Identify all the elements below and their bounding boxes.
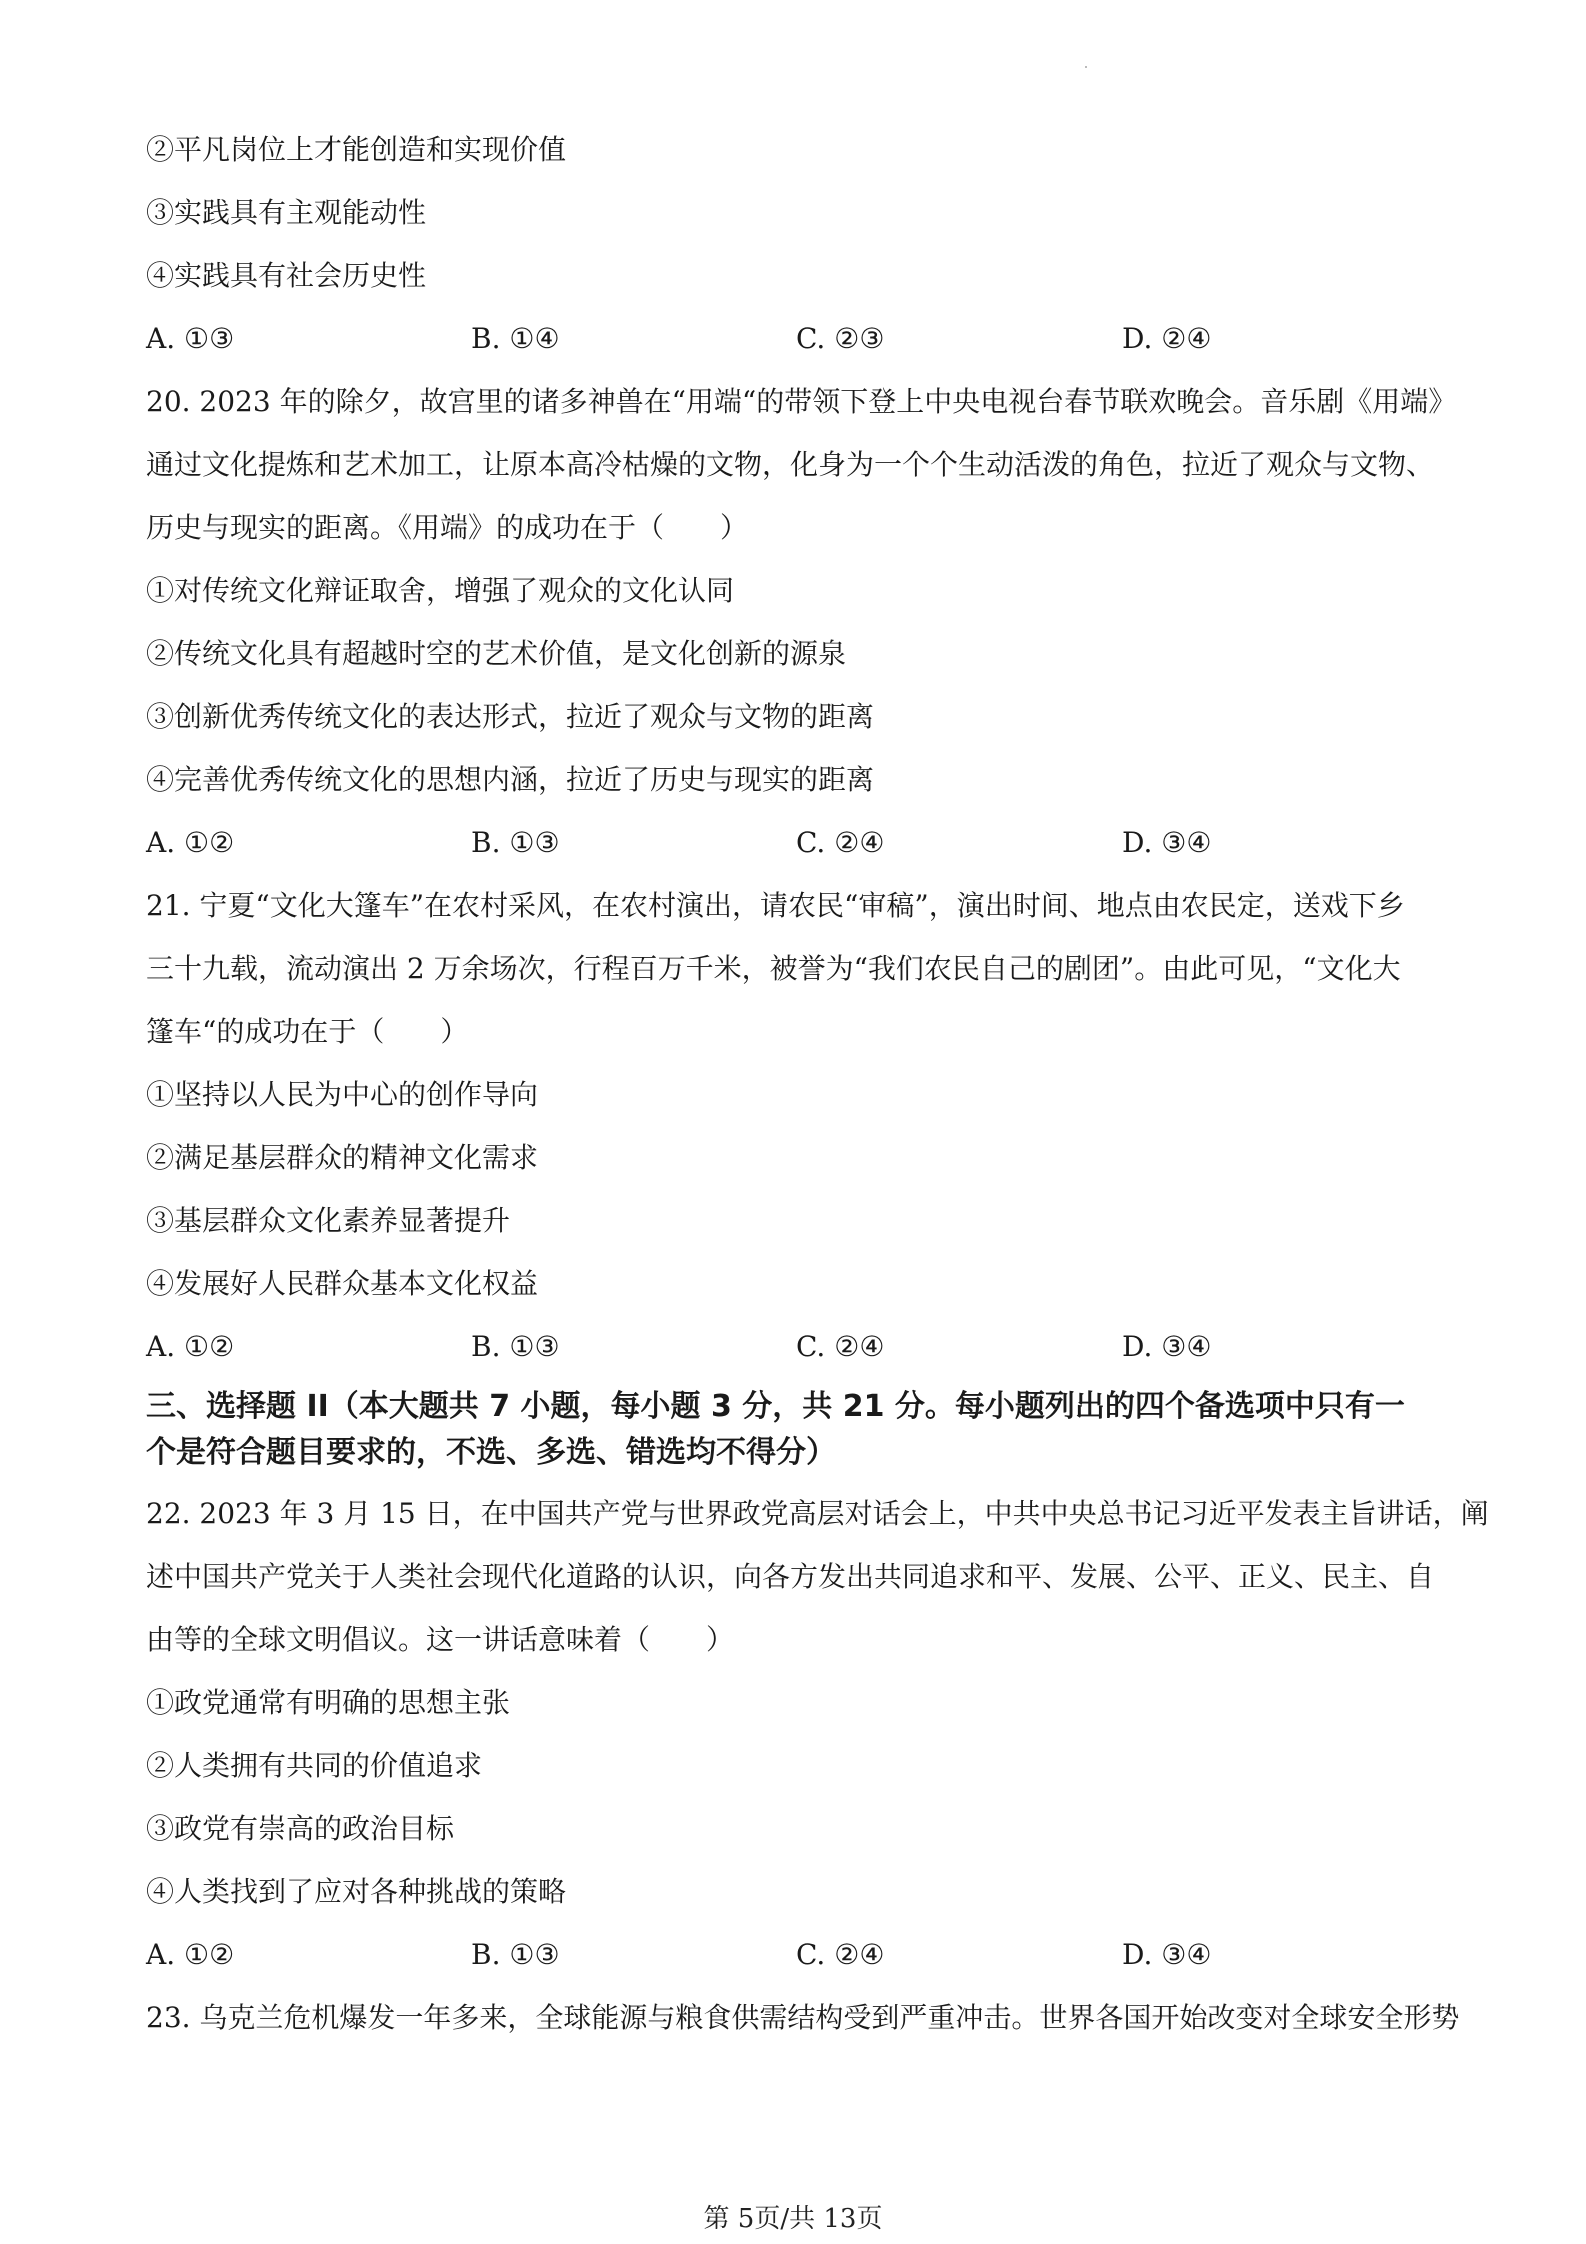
choice-item: ①对传统文化辩证取舍，增强了观众的文化认同 (146, 574, 735, 607)
option-c: C. ②④ (796, 826, 885, 859)
choice-item: ①政党通常有明确的思想主张 (146, 1686, 511, 1719)
option-c: C. ②④ (796, 1938, 885, 1971)
question-stem-line: 22. 2023 年 3 月 15 日，在中国共产党与世界政党高层对话会上，中共中央总书记习近平发表主旨讲话，阐 (146, 1497, 1489, 1530)
section-heading-line: 个是符合题目要求的，不选、多选、错选均不得分） (146, 1435, 836, 1470)
option-b: B. ①③ (471, 1938, 560, 1971)
option-a: A. ①② (146, 1330, 235, 1363)
option-a: A. ①③ (146, 322, 235, 355)
option-a: A. ①② (146, 1938, 235, 1971)
option-c: C. ②③ (796, 322, 885, 355)
page-number: 第 5页/共 13页 (703, 2204, 883, 2234)
choice-item: ②满足基层群众的精神文化需求 (146, 1141, 539, 1174)
question-stem-line: 23. 乌克兰危机爆发一年多来，全球能源与粮食供需结构受到严重冲击。世界各国开始改变对全球安全形势 (146, 2001, 1460, 2034)
option-d: D. ③④ (1122, 1330, 1212, 1363)
choice-item: ④发展好人民群众基本文化权益 (146, 1267, 539, 1300)
question-stem-line: 20. 2023 年的除夕，故宫里的诸多神兽在“用端“的带领下登上中央电视台春节联欢晚会。音乐剧《用端》 (146, 385, 1457, 418)
choice-item: ③实践具有主观能动性 (146, 196, 427, 229)
answer-options (146, 307, 1446, 370)
choice-item: ②平凡岗位上才能创造和实现价值 (146, 133, 567, 166)
choice-item: ④完善优秀传统文化的思想内涵，拉近了历史与现实的距离 (146, 763, 875, 796)
question-22 (146, 1482, 1489, 1986)
answer-options (146, 1923, 1446, 1986)
option-d: D. ③④ (1122, 1938, 1212, 1971)
choice-item: ④实践具有社会历史性 (146, 259, 427, 292)
answer-options (146, 1315, 1446, 1378)
option-d: D. ③④ (1122, 826, 1212, 859)
question-stem-line: 三十九载，流动演出 2 万余场次，行程百万千米，被誉为“我们农民自己的剧团”。由此可见，“文化大 (146, 952, 1401, 985)
question-21 (146, 874, 1446, 1378)
choice-item: ③基层群众文化素养显著提升 (146, 1204, 511, 1237)
choice-item: ①坚持以人民为中心的创作导向 (146, 1078, 539, 1111)
option-b: B. ①③ (471, 1330, 560, 1363)
question-23 (146, 1986, 1460, 2049)
option-c: C. ②④ (796, 1330, 885, 1363)
question-stem-line: 21. 宁夏“文化大篷车”在农村采风，在农村演出，请农民“审稿”，演出时间、地点由农民定，送戏下乡 (146, 889, 1405, 922)
question-20 (146, 370, 1457, 874)
answer-options (146, 811, 1446, 874)
option-b: B. ①③ (471, 826, 560, 859)
question-stem-line: 述中国共产党关于人类社会现代化道路的认识，向各方发出共同追求和平、发展、公平、正义、民主、自 (146, 1560, 1435, 1593)
option-d: D. ②④ (1122, 322, 1212, 355)
option-b: B. ①④ (471, 322, 560, 355)
choice-item: ②传统文化具有超越时空的艺术价值，是文化创新的源泉 (146, 637, 847, 670)
question-stem-line: 历史与现实的距离。《用端》的成功在于（ ） (146, 511, 749, 544)
option-a: A. ①② (146, 826, 235, 859)
choice-item: ②人类拥有共同的价值追求 (146, 1749, 483, 1782)
choice-item: ③政党有崇高的政治目标 (146, 1812, 455, 1845)
question-stem-line: 通过文化提炼和艺术加工，让原本高冷枯燥的文物，化身为一个个生动活泼的角色，拉近了观众与文物、 (146, 448, 1435, 481)
question-19 (146, 118, 1446, 370)
section-heading-line: 三、选择题 II（本大题共 7 小题，每小题 3 分，共 21 分。每小题列出的四个备选项中只有一 (146, 1389, 1405, 1424)
choice-item: ④人类找到了应对各种挑战的策略 (146, 1875, 567, 1908)
section-heading (146, 1384, 1446, 1476)
choice-item: ③创新优秀传统文化的表达形式，拉近了观众与文物的距离 (146, 700, 875, 733)
question-stem-line: 篷车“的成功在于（ ） (146, 1015, 469, 1048)
question-stem-line: 由等的全球文明倡议。这一讲话意味着（ ） (146, 1623, 735, 1656)
exam-page (146, 118, 1489, 2049)
scan-speck (1085, 66, 1087, 68)
